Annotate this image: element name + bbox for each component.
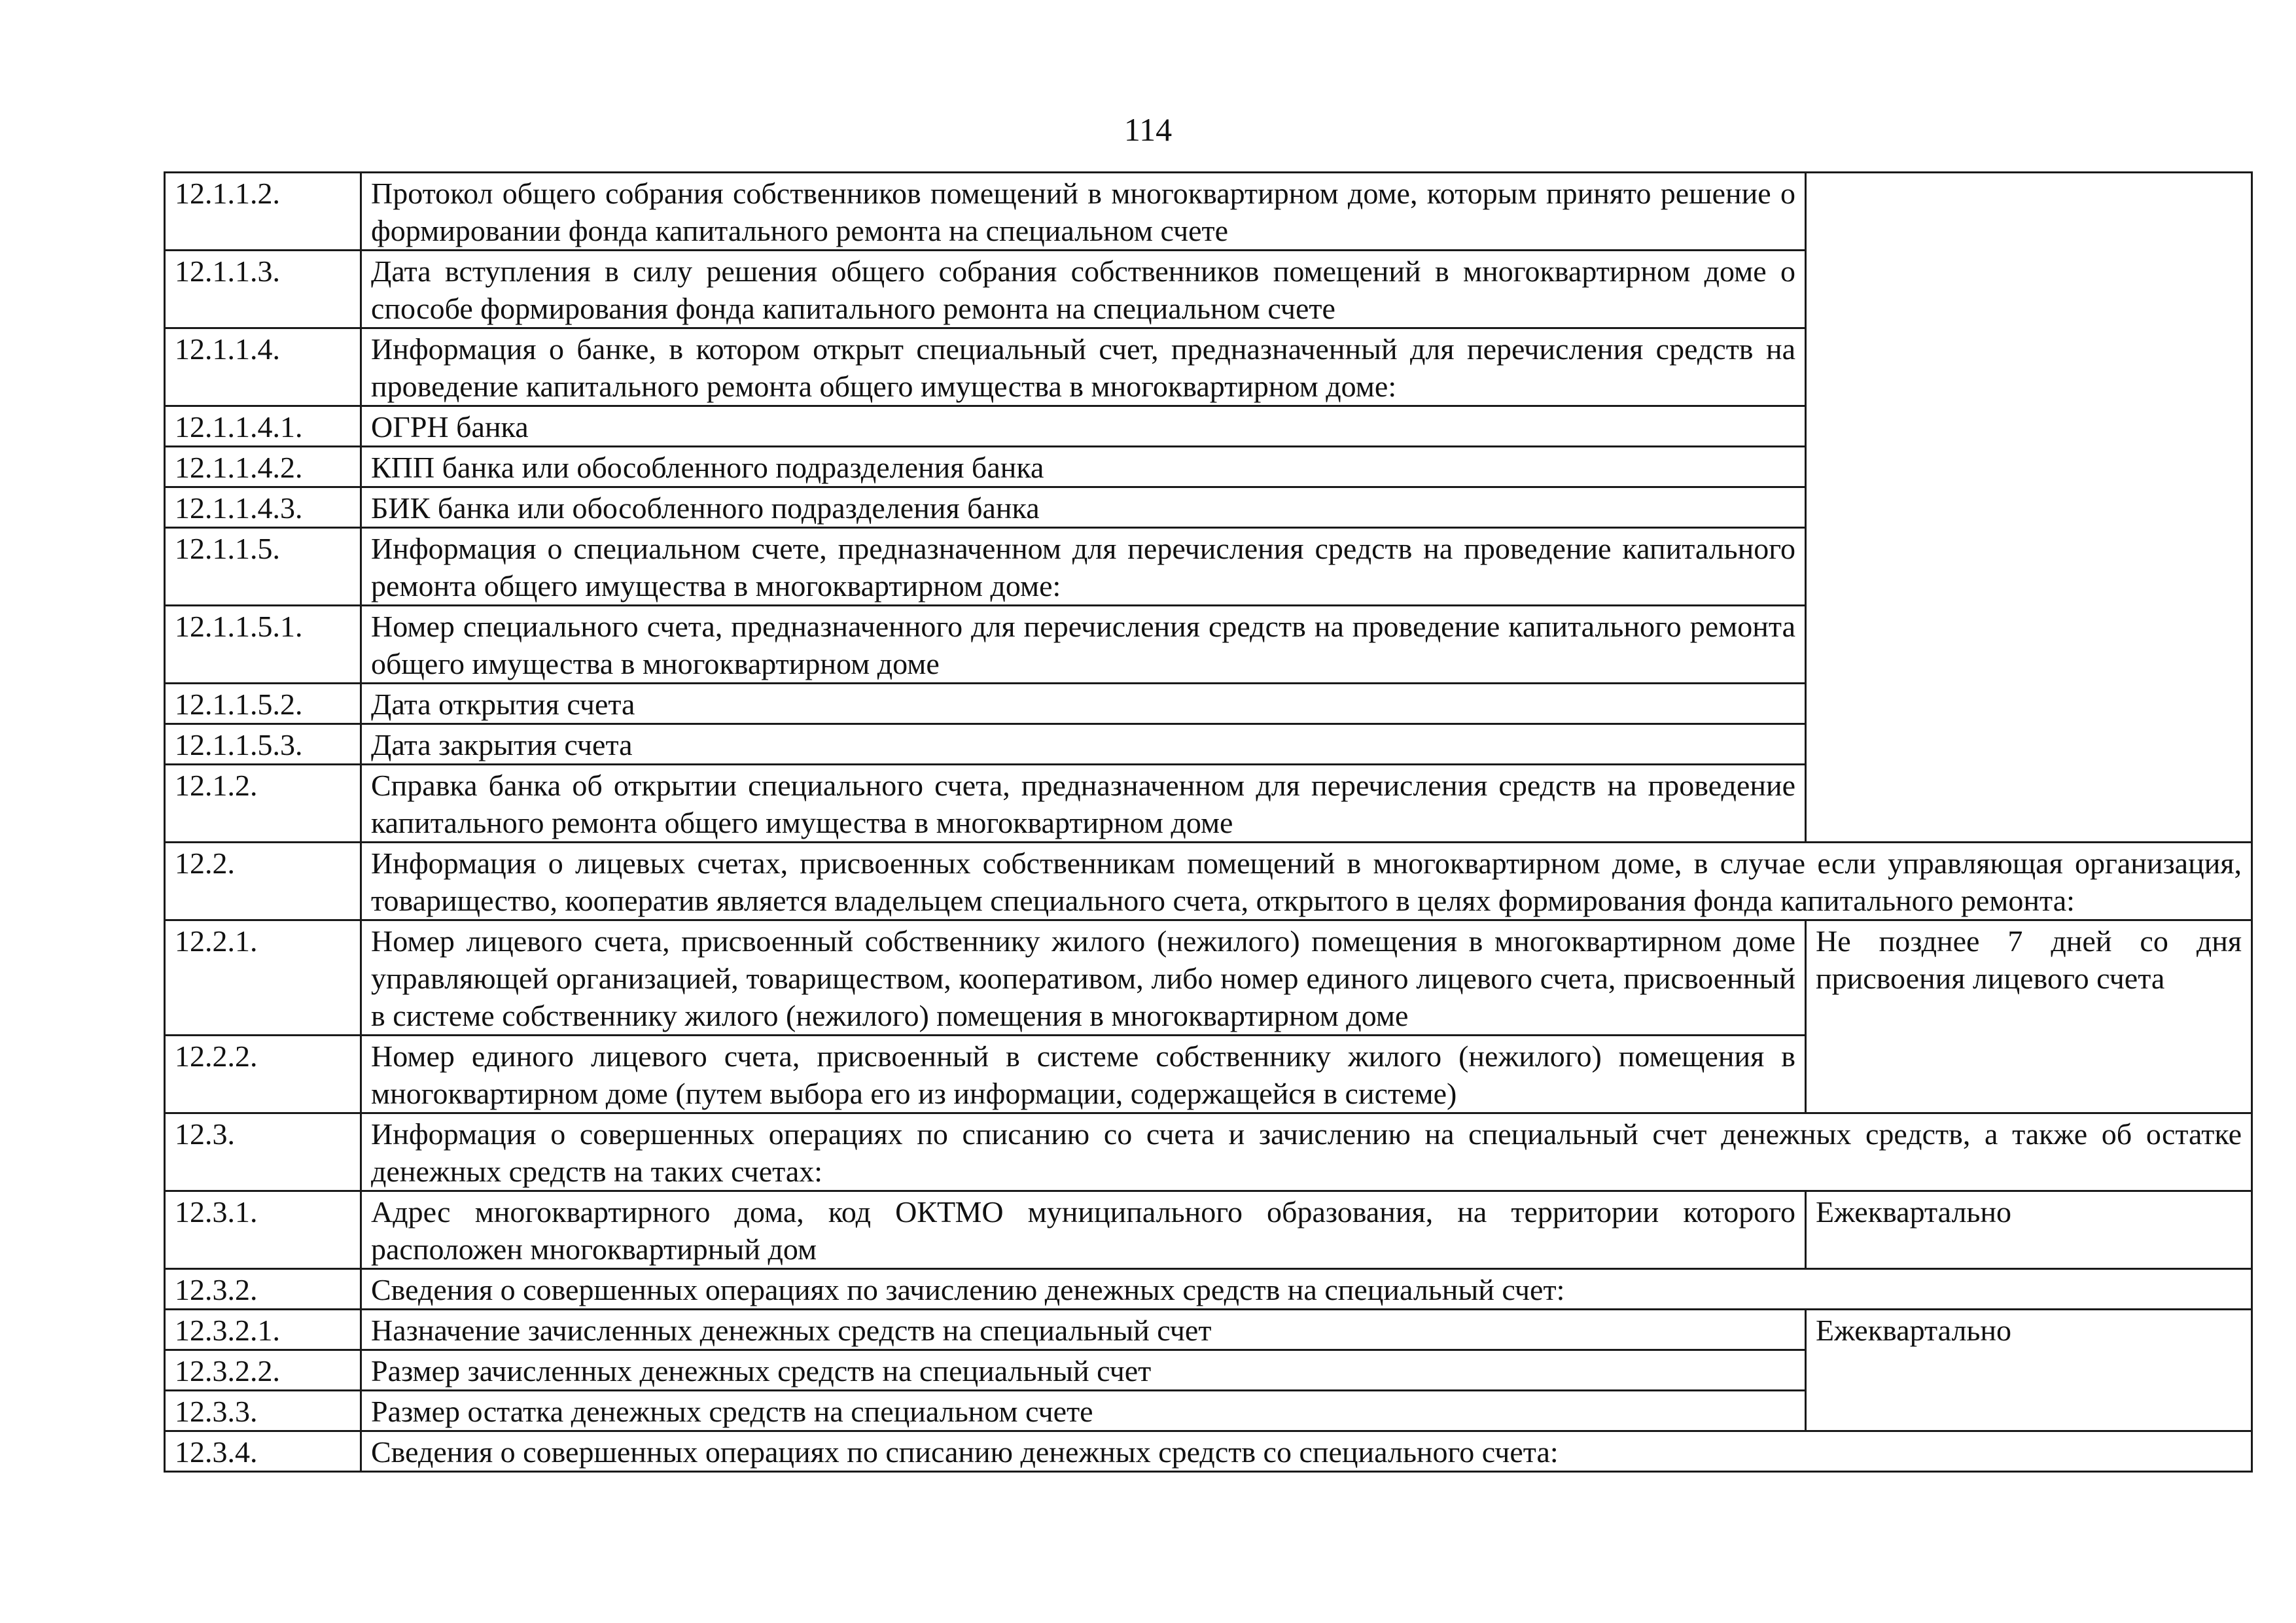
- row-number: 12.1.1.5.: [165, 528, 361, 606]
- row-number: 12.2.: [165, 843, 361, 920]
- row-term: Ежеквартально: [1806, 1191, 2252, 1269]
- row-description: Номер лицевого счета, присвоенный собственнику жилого (нежилого) помещения в многоквартирном доме управляющей организацией, товариществом, кооперативом, либо номер единого лицевого счета, присвоенный в системе собственнику жилого (нежилого) помещения в многоквартирном доме: [361, 920, 1806, 1036]
- row-number: 12.1.1.4.1.: [165, 406, 361, 447]
- row-number: 12.1.1.5.2.: [165, 684, 361, 724]
- row-description: Информация о банке, в котором открыт специальный счет, предназначенный для перечисления средств на проведение капитального ремонта общего имущества в многоквартирном доме:: [361, 328, 1806, 406]
- row-number: 12.1.1.5.1.: [165, 606, 361, 684]
- row-number: 12.1.1.4.3.: [165, 487, 361, 528]
- row-number: 12.3.: [165, 1113, 361, 1191]
- row-number: 12.1.1.4.: [165, 328, 361, 406]
- requirements-table: [164, 171, 2253, 1473]
- row-number: 12.3.1.: [165, 1191, 361, 1269]
- row-description: Размер остатка денежных средств на специальном счете: [361, 1391, 1806, 1431]
- row-description: Дата закрытия счета: [361, 724, 1806, 765]
- row-description: КПП банка или обособленного подразделения банка: [361, 447, 1806, 487]
- row-number: 12.3.3.: [165, 1391, 361, 1431]
- row-number: 12.1.1.5.3.: [165, 724, 361, 765]
- row-description: Информация о лицевых счетах, присвоенных собственникам помещений в многоквартирном доме, в случае если управляющая организация, товарищество, кооператив является владельцем специального счета, открытого в целях формирования фонда капитального ремонта:: [361, 843, 2252, 920]
- row-description: Номер единого лицевого счета, присвоенный в системе собственнику жилого (нежилого) помещения в многоквартирном доме (путем выбора его из информации, содержащейся в системе): [361, 1036, 1806, 1113]
- row-description: Сведения о совершенных операциях по списанию денежных средств со специального счета:: [361, 1431, 2252, 1472]
- table-row: [165, 920, 2252, 1036]
- row-number: 12.1.1.3.: [165, 251, 361, 328]
- row-term: Не позднее 7 дней со дня присвоения лицевого счета: [1806, 920, 2252, 1113]
- row-description: Дата вступления в силу решения общего собрания собственников помещений в многоквартирном доме о способе формирования фонда капитального ремонта на специальном счете: [361, 251, 1806, 328]
- row-number: 12.2.2.: [165, 1036, 361, 1113]
- row-term: Ежеквартально: [1806, 1310, 2252, 1431]
- term-cell-empty: [1806, 173, 2252, 843]
- row-number: 12.3.2.1.: [165, 1310, 361, 1350]
- table-row-section: [165, 843, 2252, 920]
- row-description: ОГРН банка: [361, 406, 1806, 447]
- row-description: Информация о специальном счете, предназначенном для перечисления средств на проведение капитального ремонта общего имущества в многоквартирном доме:: [361, 528, 1806, 606]
- table-row-section: [165, 1431, 2252, 1472]
- row-description: Информация о совершенных операциях по списанию со счета и зачислению на специальный счет денежных средств, а также об остатке денежных средств на таких счетах:: [361, 1113, 2252, 1191]
- row-description: Адрес многоквартирного дома, код ОКТМО муниципального образования, на территории которого расположен многоквартирный дом: [361, 1191, 1806, 1269]
- row-description: Назначение зачисленных денежных средств на специальный счет: [361, 1310, 1806, 1350]
- row-number: 12.1.1.4.2.: [165, 447, 361, 487]
- page-number: 114: [1123, 111, 1173, 148]
- table-row: [165, 1310, 2252, 1350]
- table-row: [165, 1191, 2252, 1269]
- row-description: Протокол общего собрания собственников помещений в многоквартирном доме, которым принято решение о формировании фонда капитального ремонта на специальном счете: [361, 173, 1806, 251]
- row-number: 12.3.2.: [165, 1269, 361, 1310]
- table-row-section: [165, 1113, 2252, 1191]
- row-description: Сведения о совершенных операциях по зачислению денежных средств на специальный счет:: [361, 1269, 2252, 1310]
- row-number: 12.2.1.: [165, 920, 361, 1036]
- row-description: Номер специального счета, предназначенного для перечисления средств на проведение капитального ремонта общего имущества в многоквартирном доме: [361, 606, 1806, 684]
- row-description: Справка банка об открытии специального счета, предназначенном для перечисления средств на проведение капитального ремонта общего имущества в многоквартирном доме: [361, 765, 1806, 843]
- row-number: 12.3.4.: [165, 1431, 361, 1472]
- row-description: БИК банка или обособленного подразделения банка: [361, 487, 1806, 528]
- row-description: Дата открытия счета: [361, 684, 1806, 724]
- row-number: 12.1.1.2.: [165, 173, 361, 251]
- table-row-section: [165, 1269, 2252, 1310]
- row-number: 12.1.2.: [165, 765, 361, 843]
- row-description: Размер зачисленных денежных средств на специальный счет: [361, 1350, 1806, 1391]
- row-number: 12.3.2.2.: [165, 1350, 361, 1391]
- table-row: [165, 173, 2252, 251]
